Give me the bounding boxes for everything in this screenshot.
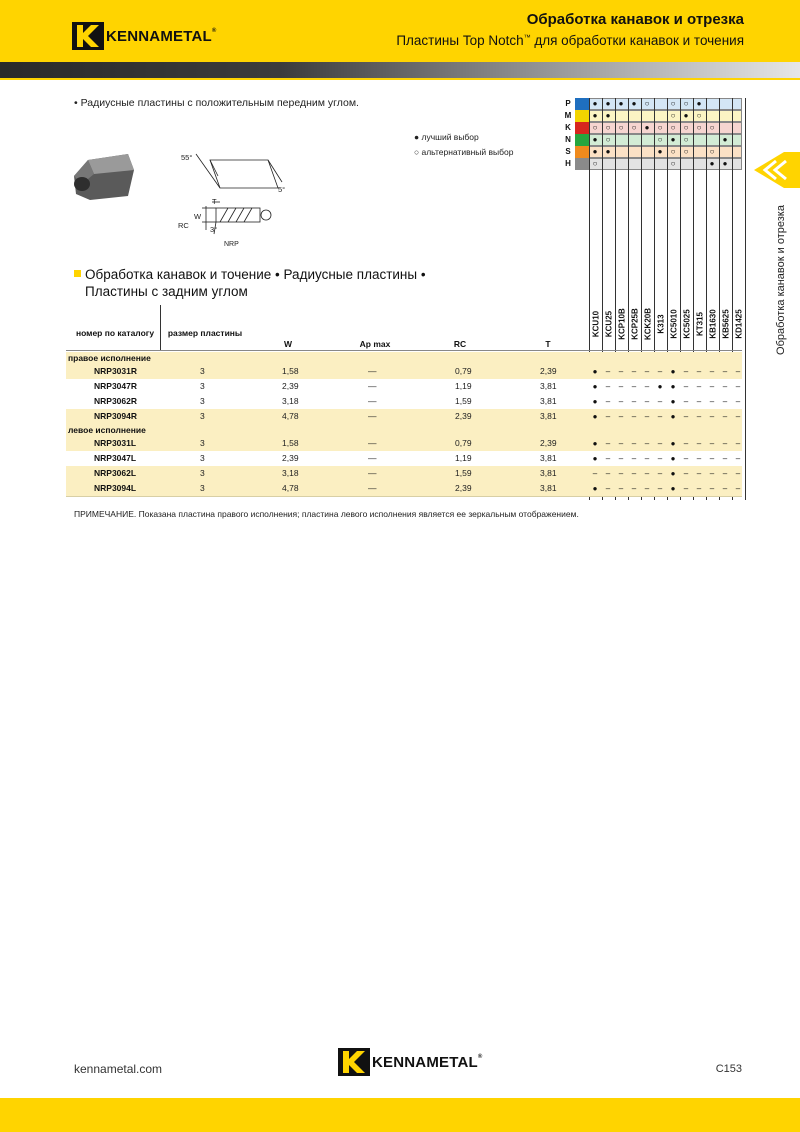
grade-label: KD1425: [734, 309, 744, 339]
grade-mark: –: [618, 438, 624, 448]
grade-mark: –: [709, 381, 715, 391]
grade-mark: –: [735, 381, 741, 391]
material-mark: ●: [605, 147, 611, 156]
cell-rc: 1,59: [455, 396, 472, 406]
grade-mark: ●: [670, 366, 676, 376]
group-row: [66, 424, 742, 436]
grade-mark: –: [644, 438, 650, 448]
grade-mark: –: [735, 396, 741, 406]
cell-w: 2,39: [282, 453, 299, 463]
cell-ap: —: [368, 381, 377, 391]
material-mark: ●: [696, 99, 702, 108]
cell-rc: 0,79: [455, 438, 472, 448]
material-code: N: [561, 134, 575, 146]
material-mark: ○: [709, 147, 715, 156]
grade-mark: –: [709, 438, 715, 448]
grade-mark: –: [592, 468, 598, 478]
grade-mark: –: [722, 483, 728, 493]
legend-alt: ○ альтернативный выбор: [414, 147, 514, 157]
section-square-icon: [74, 270, 81, 277]
cell-code: NRP3047L: [94, 453, 137, 463]
grade-mark: –: [735, 468, 741, 478]
grade-mark: –: [657, 468, 663, 478]
material-code: K: [561, 122, 575, 134]
material-mark: ●: [657, 147, 663, 156]
section-title: Обработка канавок и точение • Радиусные пластины • Пластины с задним углом: [74, 266, 426, 300]
grade-mark: –: [605, 396, 611, 406]
table-header-w: W: [283, 339, 293, 349]
grade-label: K313: [656, 314, 666, 334]
grade-header: [694, 300, 706, 348]
grade-mark: –: [722, 438, 728, 448]
grade-mark: ●: [670, 411, 676, 421]
table-note: ПРИМЕЧАНИЕ. Показана пластина правого исполнения; пластина левого исполнения является ее зеркальным отображением.: [74, 509, 579, 519]
header-rule: [66, 350, 742, 351]
material-mark: ○: [592, 159, 598, 168]
row-rule: [66, 496, 742, 497]
material-mark: ○: [618, 123, 624, 132]
material-mark: ●: [592, 99, 598, 108]
grade-mark: ●: [592, 381, 598, 391]
material-mark: ●: [631, 99, 637, 108]
grade-label: KB5625: [721, 309, 731, 339]
material-mark: ○: [696, 123, 702, 132]
grade-mark: –: [735, 453, 741, 463]
grade-mark: ●: [592, 366, 598, 376]
grade-mark: –: [657, 438, 663, 448]
cell-ap: —: [368, 438, 377, 448]
material-color-swatch: [575, 122, 589, 134]
grade-mark: –: [696, 438, 702, 448]
grade-label: KCP25B: [630, 308, 640, 340]
material-mark: ●: [722, 135, 728, 144]
grade-mark: –: [618, 366, 624, 376]
material-color-swatch: [575, 98, 589, 110]
material-mark: ○: [683, 99, 689, 108]
grid-column-line: [745, 98, 746, 500]
grade-mark: –: [631, 468, 637, 478]
grade-label: KCP10B: [617, 308, 627, 340]
t-label: T: [212, 197, 217, 206]
grade-mark: ●: [670, 453, 676, 463]
grade-mark: –: [631, 411, 637, 421]
footer-logo: [338, 1048, 483, 1076]
footer-url[interactable]: kennametal.com: [74, 1062, 163, 1076]
cell-size: 3: [200, 381, 205, 391]
grade-mark: –: [696, 411, 702, 421]
grade-mark: –: [709, 483, 715, 493]
material-color-swatch: [575, 146, 589, 158]
insert-top-view-icon: [196, 154, 282, 188]
grade-mark: –: [657, 396, 663, 406]
cell-t: 2,39: [540, 438, 557, 448]
cell-t: 3,81: [540, 483, 557, 493]
grade-mark: –: [683, 453, 689, 463]
grade-mark: –: [683, 396, 689, 406]
material-color-swatch: [575, 134, 589, 146]
header-brand: KENNAMETAL®: [106, 27, 217, 45]
angle-55-label: 55°: [181, 153, 193, 162]
cell-size: 3: [200, 468, 205, 478]
cell-size: 3: [200, 453, 205, 463]
grade-mark: ●: [670, 438, 676, 448]
material-mark: ○: [605, 123, 611, 132]
grade-mark: –: [696, 453, 702, 463]
side-tab-chevron-icon: [754, 152, 800, 188]
grade-mark: –: [657, 483, 663, 493]
grade-mark: –: [631, 366, 637, 376]
cell-code: NRP3047R: [94, 381, 137, 391]
cell-w: 4,78: [282, 411, 299, 421]
material-mark: ●: [618, 99, 624, 108]
grade-header: [707, 300, 719, 348]
material-mark: ●: [605, 99, 611, 108]
cell-t: 2,39: [540, 366, 557, 376]
grade-mark: –: [735, 438, 741, 448]
grade-mark: –: [644, 366, 650, 376]
grade-label: KC5025: [682, 309, 692, 339]
cell-w: 1,58: [282, 438, 299, 448]
cell-t: 3,81: [540, 453, 557, 463]
grade-mark: ●: [592, 411, 598, 421]
cell-w: 2,39: [282, 381, 299, 391]
page-title: Обработка канавок и отрезка: [526, 11, 744, 28]
cell-size: 3: [200, 366, 205, 376]
cell-w: 3,18: [282, 468, 299, 478]
material-code: M: [561, 110, 575, 122]
material-mark: ●: [722, 159, 728, 168]
material-color-swatch: [575, 110, 589, 122]
grade-label: KCU25: [604, 310, 614, 338]
grade-mark: –: [735, 411, 741, 421]
material-mark: ○: [670, 147, 676, 156]
insert-3d-icon: [74, 154, 134, 200]
side-tab-label: Обработка канавок и отрезка: [775, 205, 787, 355]
material-mark: ○: [657, 123, 663, 132]
header-accent-line: [0, 78, 800, 80]
grade-header: [668, 300, 680, 348]
material-mark: ○: [670, 159, 676, 168]
table-header-size: размер пластины: [167, 328, 243, 338]
grade-mark: –: [683, 381, 689, 391]
grade-mark: –: [657, 366, 663, 376]
grade-mark: ●: [592, 438, 598, 448]
grade-mark: –: [631, 453, 637, 463]
grade-mark: ●: [670, 381, 676, 391]
grade-mark: –: [709, 411, 715, 421]
grade-mark: –: [696, 468, 702, 478]
grade-mark: –: [722, 396, 728, 406]
material-mark: ○: [670, 123, 676, 132]
grade-mark: –: [683, 411, 689, 421]
grade-mark: ●: [670, 468, 676, 478]
grade-mark: –: [683, 468, 689, 478]
grade-mark: ●: [670, 396, 676, 406]
grade-mark: –: [735, 366, 741, 376]
material-mark: ●: [592, 147, 598, 156]
grade-mark: –: [722, 468, 728, 478]
grade-mark: –: [644, 396, 650, 406]
grade-mark: –: [709, 468, 715, 478]
cell-code: NRP3031L: [94, 438, 137, 448]
cell-w: 1,58: [282, 366, 299, 376]
cell-size: 3: [200, 483, 205, 493]
material-code: S: [561, 146, 575, 158]
grade-mark: –: [618, 381, 624, 391]
cell-size: 3: [200, 438, 205, 448]
legend-best: ● лучший выбор: [414, 132, 479, 142]
cell-code: NRP3062R: [94, 396, 137, 406]
material-mark: ○: [683, 147, 689, 156]
grade-mark: –: [657, 453, 663, 463]
w-label: W: [194, 212, 202, 221]
grade-mark: ●: [670, 483, 676, 493]
material-mark: ●: [709, 159, 715, 168]
grade-header: [642, 300, 654, 348]
cell-t: 3,81: [540, 411, 557, 421]
grade-mark: –: [644, 483, 650, 493]
cell-code: NRP3094R: [94, 411, 137, 421]
drawing-caption: NRP: [224, 241, 239, 248]
grade-mark: –: [722, 381, 728, 391]
material-mark: ○: [683, 123, 689, 132]
grade-mark: ●: [657, 381, 663, 391]
grade-mark: –: [605, 366, 611, 376]
footer-brand: KENNAMETAL®: [372, 1053, 483, 1071]
grade-mark: ●: [592, 453, 598, 463]
grade-mark: –: [631, 381, 637, 391]
angle-3-label: 3°: [210, 225, 218, 234]
kennametal-k-icon: [72, 22, 104, 50]
grade-mark: –: [709, 396, 715, 406]
table-header-rc: RC: [453, 339, 467, 349]
grade-mark: –: [735, 483, 741, 493]
grade-mark: –: [683, 438, 689, 448]
grade-header: [590, 300, 602, 348]
material-mark: ●: [683, 111, 689, 120]
material-mark: ○: [644, 99, 650, 108]
grade-label: KCK20B: [643, 307, 653, 341]
cell-w: 4,78: [282, 483, 299, 493]
grade-mark: –: [696, 483, 702, 493]
group-label: левое исполнение: [68, 425, 146, 435]
grade-mark: –: [631, 438, 637, 448]
cell-code: NRP3094L: [94, 483, 137, 493]
material-mark: ○: [631, 123, 637, 132]
grade-mark: –: [709, 453, 715, 463]
cell-t: 3,81: [540, 396, 557, 406]
cell-rc: 2,39: [455, 411, 472, 421]
material-code: P: [561, 98, 575, 110]
grade-mark: –: [683, 366, 689, 376]
cell-ap: —: [368, 411, 377, 421]
cell-rc: 0,79: [455, 366, 472, 376]
footer-bar: [0, 1098, 800, 1132]
grade-header: [681, 300, 693, 348]
grade-mark: –: [605, 468, 611, 478]
grade-mark: –: [618, 483, 624, 493]
grade-mark: ●: [592, 483, 598, 493]
grade-header: [603, 300, 615, 348]
page-header: [0, 0, 800, 62]
rc-label: RC: [178, 221, 189, 230]
grade-header: [629, 300, 641, 348]
cell-ap: —: [368, 468, 377, 478]
grade-label: KCU10: [591, 310, 601, 338]
cell-w: 3,18: [282, 396, 299, 406]
grade-mark: –: [605, 438, 611, 448]
cell-size: 3: [200, 411, 205, 421]
cell-rc: 1,19: [455, 453, 472, 463]
material-mark: ●: [670, 135, 676, 144]
grade-mark: –: [644, 411, 650, 421]
grade-mark: –: [618, 396, 624, 406]
grade-mark: –: [722, 453, 728, 463]
material-mark: ●: [644, 123, 650, 132]
grade-label: KB1630: [708, 309, 718, 339]
cell-ap: —: [368, 396, 377, 406]
grade-mark: –: [696, 366, 702, 376]
grade-mark: –: [605, 453, 611, 463]
cell-ap: —: [368, 366, 377, 376]
table-header-ap: Ap max: [359, 339, 391, 349]
material-mark: ○: [670, 99, 676, 108]
material-mark: ○: [696, 111, 702, 120]
material-mark: ●: [605, 111, 611, 120]
material-mark: ○: [709, 123, 715, 132]
insert-drawing: [68, 148, 308, 252]
cell-rc: 1,59: [455, 468, 472, 478]
grade-mark: –: [605, 381, 611, 391]
group-row: [66, 352, 742, 364]
grade-mark: –: [618, 453, 624, 463]
cell-code: NRP3062L: [94, 468, 137, 478]
grade-mark: ●: [592, 396, 598, 406]
grade-mark: –: [709, 366, 715, 376]
kennametal-k-icon: [338, 1048, 370, 1076]
angle-5-label: 5°: [278, 185, 286, 194]
grade-mark: –: [618, 468, 624, 478]
grade-header: [616, 300, 628, 348]
grade-mark: –: [631, 396, 637, 406]
material-mark: ○: [670, 111, 676, 120]
cell-rc: 2,39: [455, 483, 472, 493]
grade-header: [733, 300, 745, 348]
material-color-swatch: [575, 158, 589, 170]
material-mark: ○: [592, 123, 598, 132]
header-gradient-band: [0, 62, 800, 78]
grade-header: [720, 300, 732, 348]
grade-mark: –: [605, 411, 611, 421]
header-logo: [72, 22, 217, 50]
material-mark: ○: [657, 135, 663, 144]
grade-mark: –: [605, 483, 611, 493]
grade-mark: –: [722, 366, 728, 376]
grade-mark: –: [696, 396, 702, 406]
header-divider: [160, 305, 161, 350]
cell-ap: —: [368, 483, 377, 493]
material-mark: ○: [683, 135, 689, 144]
cell-rc: 1,19: [455, 381, 472, 391]
group-label: правое исполнение: [68, 353, 151, 363]
table-header-catalog: номер по каталогу: [75, 328, 155, 338]
grade-mark: –: [644, 381, 650, 391]
cell-code: NRP3031R: [94, 366, 137, 376]
material-mark: ●: [592, 111, 598, 120]
material-mark: ●: [592, 135, 598, 144]
cell-ap: —: [368, 453, 377, 463]
grade-mark: –: [644, 468, 650, 478]
cell-size: 3: [200, 396, 205, 406]
grade-mark: –: [644, 453, 650, 463]
grade-header: [655, 300, 667, 348]
material-mark: ○: [605, 135, 611, 144]
material-code: H: [561, 158, 575, 170]
grade-label: KT315: [695, 311, 705, 337]
grade-label: KC5010: [669, 309, 679, 339]
grade-mark: –: [683, 483, 689, 493]
grade-mark: –: [631, 483, 637, 493]
cell-t: 3,81: [540, 468, 557, 478]
grade-mark: –: [618, 411, 624, 421]
intro-bullet: • Радиусные пластины с положительным передним углом.: [74, 97, 359, 109]
page-subtitle: Пластины Top Notch™ для обработки канавок и точения: [396, 33, 744, 48]
grade-mark: –: [696, 381, 702, 391]
grade-mark: –: [657, 411, 663, 421]
cell-t: 3,81: [540, 381, 557, 391]
page-number: C153: [715, 1063, 742, 1075]
table-header-t: T: [545, 339, 551, 349]
grade-mark: –: [722, 411, 728, 421]
